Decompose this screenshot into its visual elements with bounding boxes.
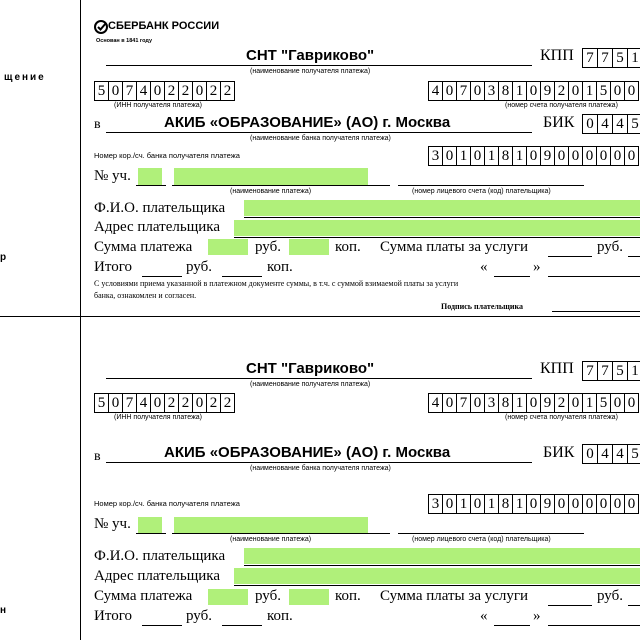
service-fee-rub-label: руб. xyxy=(597,588,623,604)
sum-label: Сумма платежа xyxy=(94,588,193,604)
corr-digit: 0 xyxy=(625,146,639,166)
total-kop-label: коп. xyxy=(267,259,293,275)
account-digit: 8 xyxy=(499,393,513,413)
inn-digit: 2 xyxy=(165,81,179,101)
account-digit: 2 xyxy=(555,81,569,101)
account-digit: 3 xyxy=(485,81,499,101)
corr-digit: 8 xyxy=(499,494,513,514)
account-digit: 7 xyxy=(457,393,471,413)
signature-line[interactable] xyxy=(552,311,640,312)
payer-name-label: Ф.И.О. плательщика xyxy=(94,200,226,216)
corr-label: Номер кор./сч. банка получателя платежа xyxy=(94,151,240,160)
total-rub-line[interactable] xyxy=(142,276,182,277)
corr-digit: 1 xyxy=(485,146,499,166)
inn-caption: (ИНН получателя платежа) xyxy=(114,102,202,109)
corr-digit: 0 xyxy=(625,494,639,514)
account-digit: 0 xyxy=(443,81,457,101)
corr-boxes xyxy=(428,494,639,514)
corr-boxes xyxy=(428,146,639,166)
kpp-digit: 5 xyxy=(613,361,628,381)
corr-digit: 0 xyxy=(583,494,597,514)
personal-account-line xyxy=(398,533,584,534)
total-label: Итого xyxy=(94,608,132,624)
corr-digit: 0 xyxy=(597,494,611,514)
payer-address-field[interactable] xyxy=(234,568,640,584)
account-digit: 4 xyxy=(428,393,443,413)
inn-boxes xyxy=(94,393,235,413)
kpp-digit: 7 xyxy=(582,361,598,381)
account-digit: 0 xyxy=(625,393,639,413)
account-digit: 1 xyxy=(583,393,597,413)
bank-name-line xyxy=(106,462,532,463)
service-fee-rub-line[interactable] xyxy=(548,605,592,606)
sum-rub-label: руб. xyxy=(255,239,281,255)
sum-kop-label: коп. xyxy=(335,239,361,255)
recipient-name-line xyxy=(106,65,532,66)
bik-digit: 5 xyxy=(628,444,640,464)
corr-label: Номер кор./сч. банка получателя платежа xyxy=(94,499,240,508)
inn-digit: 2 xyxy=(165,393,179,413)
inn-boxes xyxy=(94,81,235,101)
service-fee-kop-line[interactable] xyxy=(628,256,640,257)
kpp-boxes xyxy=(582,361,640,381)
corr-digit: 1 xyxy=(513,146,527,166)
account-digit: 0 xyxy=(471,393,485,413)
date-quote-close: » xyxy=(533,608,541,624)
bank-caption: (наименование банка получателя платежа) xyxy=(250,135,391,142)
total-label: Итого xyxy=(94,259,132,275)
notice-label: щение xyxy=(4,72,46,83)
total-rub-label: руб. xyxy=(186,259,212,275)
account-digit: 0 xyxy=(471,81,485,101)
plot-number-line xyxy=(136,185,166,186)
account-digit: 5 xyxy=(597,393,611,413)
account-digit: 2 xyxy=(555,393,569,413)
service-fee-kop-line[interactable] xyxy=(628,605,640,606)
payer-name-line xyxy=(244,565,640,566)
kpp-digit: 1 xyxy=(628,361,640,381)
bik-boxes xyxy=(582,444,640,464)
date-day-line[interactable] xyxy=(494,625,530,626)
date-day-line[interactable] xyxy=(494,276,530,277)
inn-digit: 2 xyxy=(221,393,235,413)
bank-logo-founded: Основан в 1841 году xyxy=(96,38,153,44)
inn-digit: 0 xyxy=(109,81,123,101)
inn-digit: 0 xyxy=(193,393,207,413)
inn-digit: 2 xyxy=(221,81,235,101)
inn-digit: 4 xyxy=(137,81,151,101)
recipient-caption: (наименование получателя платежа) xyxy=(250,381,371,388)
account-digit: 0 xyxy=(527,393,541,413)
corr-digit: 0 xyxy=(555,146,569,166)
account-digit: 0 xyxy=(611,81,625,101)
account-digit: 0 xyxy=(443,393,457,413)
payer-name-field[interactable] xyxy=(244,548,640,564)
inn-digit: 0 xyxy=(151,81,165,101)
corr-digit: 0 xyxy=(443,494,457,514)
personal-account-caption: (номер лицевого счета (код) плательщика) xyxy=(412,536,551,543)
sum-label: Сумма платежа xyxy=(94,239,193,255)
payment-name-line xyxy=(172,185,390,186)
account-digit: 1 xyxy=(513,393,527,413)
payment-name-field[interactable] xyxy=(174,168,368,185)
account-digit: 0 xyxy=(625,81,639,101)
kpp-digit: 7 xyxy=(598,48,613,68)
account-digit: 1 xyxy=(513,81,527,101)
account-digit: 0 xyxy=(611,393,625,413)
account-digit: 9 xyxy=(541,81,555,101)
corr-digit: 9 xyxy=(541,494,555,514)
account-digit: 5 xyxy=(597,81,611,101)
corr-digit: 0 xyxy=(527,146,541,166)
sum-rub-label: руб. xyxy=(255,588,281,604)
corr-digit: 0 xyxy=(471,146,485,166)
receipt-notice xyxy=(0,0,640,316)
sum-kop-label: коп. xyxy=(335,588,361,604)
kpp-boxes xyxy=(582,48,640,68)
inn-digit: 2 xyxy=(207,393,221,413)
total-kop-line[interactable] xyxy=(222,625,262,626)
account-digit: 7 xyxy=(457,81,471,101)
bik-boxes xyxy=(582,114,640,134)
corr-digit: 0 xyxy=(597,146,611,166)
account-boxes xyxy=(428,393,639,413)
plot-number-label: № уч. xyxy=(94,168,131,184)
bik-digit: 0 xyxy=(582,444,598,464)
kpp-label: КПП xyxy=(540,47,574,64)
corr-digit: 1 xyxy=(457,146,471,166)
account-digit: 8 xyxy=(499,81,513,101)
payer-address-line xyxy=(234,585,640,586)
bank-logo-name: СБЕРБАНК РОССИИ xyxy=(108,20,220,32)
bank-name-line xyxy=(106,132,532,133)
service-fee-label: Сумма платы за услуги xyxy=(380,239,529,255)
sum-kop-field[interactable] xyxy=(289,589,329,605)
inn-digit: 2 xyxy=(179,81,193,101)
corr-digit: 0 xyxy=(555,494,569,514)
bik-digit: 4 xyxy=(598,444,613,464)
total-kop-line[interactable] xyxy=(222,276,262,277)
bik-digit: 5 xyxy=(628,114,640,134)
corr-digit: 3 xyxy=(428,146,443,166)
account-digit: 3 xyxy=(485,393,499,413)
total-rub-line[interactable] xyxy=(142,625,182,626)
recipient-name-line xyxy=(106,378,532,379)
account-caption: (номер счета получателя платежа) xyxy=(505,102,618,109)
recipient-name: СНТ "Гавриково" xyxy=(246,360,375,377)
inn-digit: 5 xyxy=(94,81,109,101)
bik-label: БИК xyxy=(543,444,575,461)
corr-digit: 1 xyxy=(457,494,471,514)
kpp-digit: 5 xyxy=(613,48,628,68)
inn-digit: 4 xyxy=(137,393,151,413)
account-digit: 0 xyxy=(527,81,541,101)
inn-caption: (ИНН получателя платежа) xyxy=(114,414,202,421)
kpp-digit: 1 xyxy=(628,48,640,68)
bank-caption: (наименование банка получателя платежа) xyxy=(250,465,391,472)
kpp-digit: 7 xyxy=(598,361,613,381)
recipient-name: СНТ "Гавриково" xyxy=(246,47,375,64)
plot-number-label: № уч. xyxy=(94,516,131,532)
recipient-caption: (наименование получателя платежа) xyxy=(250,68,371,75)
account-caption: (номер счета получателя платежа) xyxy=(505,414,618,421)
payer-address-field[interactable] xyxy=(234,220,640,236)
bik-label: БИК xyxy=(543,114,575,131)
corr-digit: 0 xyxy=(443,146,457,166)
bank-prefix: в xyxy=(94,117,101,132)
corr-digit: 1 xyxy=(513,494,527,514)
inn-digit: 2 xyxy=(207,81,221,101)
payment-name-field[interactable] xyxy=(174,517,368,533)
service-fee-rub-label: руб. xyxy=(597,239,623,255)
corr-digit: 0 xyxy=(611,146,625,166)
bank-name: АКИБ «ОБРАЗОВАНИЕ» (АО) г. Москва xyxy=(164,114,451,131)
payer-address-line xyxy=(234,237,640,238)
personal-account-line xyxy=(398,185,584,186)
sum-kop-field[interactable] xyxy=(289,239,329,255)
corr-digit: 0 xyxy=(527,494,541,514)
payer-name-label: Ф.И.О. плательщика xyxy=(94,548,226,564)
inn-digit: 7 xyxy=(123,393,137,413)
signature-label: Подпись плательщика xyxy=(441,302,523,311)
side-label-mid: р xyxy=(0,252,7,263)
account-digit: 1 xyxy=(583,81,597,101)
payment-caption: (наименование платежа) xyxy=(230,536,312,543)
terms-line-2: банка, ознакомлен и согласен. xyxy=(94,291,197,300)
account-digit: 4 xyxy=(428,81,443,101)
inn-digit: 0 xyxy=(109,393,123,413)
corr-digit: 0 xyxy=(611,494,625,514)
account-digit: 0 xyxy=(569,81,583,101)
bik-digit: 4 xyxy=(613,114,628,134)
bik-digit: 4 xyxy=(598,114,613,134)
bank-prefix: в xyxy=(94,449,101,464)
corr-digit: 0 xyxy=(471,494,485,514)
inn-digit: 7 xyxy=(123,81,137,101)
payer-address-label: Адрес плательщика xyxy=(94,219,221,235)
account-digit: 0 xyxy=(569,393,583,413)
inn-digit: 2 xyxy=(179,393,193,413)
account-digit: 9 xyxy=(541,393,555,413)
total-kop-label: коп. xyxy=(267,608,293,624)
date-quote-open: « xyxy=(480,608,488,624)
payment-caption: (наименование платежа) xyxy=(230,188,312,195)
inn-digit: 0 xyxy=(151,393,165,413)
payment-name-line xyxy=(172,533,390,534)
side-label-bottom: н xyxy=(0,605,7,616)
corr-digit: 0 xyxy=(569,494,583,514)
bik-digit: 4 xyxy=(613,444,628,464)
kpp-label: КПП xyxy=(540,360,574,377)
kpp-digit: 7 xyxy=(582,48,598,68)
sum-rub-field[interactable] xyxy=(208,589,248,605)
receipt-stub xyxy=(0,316,640,640)
date-quote-close: » xyxy=(533,259,541,275)
account-boxes xyxy=(428,81,639,101)
corr-digit: 9 xyxy=(541,146,555,166)
date-quote-open: « xyxy=(480,259,488,275)
plot-number-line xyxy=(136,533,166,534)
date-month-line[interactable] xyxy=(548,276,640,277)
corr-digit: 0 xyxy=(583,146,597,166)
bik-digit: 0 xyxy=(582,114,598,134)
corr-digit: 8 xyxy=(499,146,513,166)
bank-name: АКИБ «ОБРАЗОВАНИЕ» (АО) г. Москва xyxy=(164,444,451,461)
payer-name-line xyxy=(244,217,640,218)
plot-number-field[interactable] xyxy=(138,517,162,533)
date-month-line[interactable] xyxy=(548,625,640,626)
payer-name-field[interactable] xyxy=(244,200,640,216)
plot-number-field[interactable] xyxy=(138,168,162,185)
service-fee-label: Сумма платы за услуги xyxy=(380,588,529,604)
corr-digit: 0 xyxy=(569,146,583,166)
service-fee-rub-line[interactable] xyxy=(548,256,592,257)
sum-rub-field[interactable] xyxy=(208,239,248,255)
corr-digit: 3 xyxy=(428,494,443,514)
corr-digit: 1 xyxy=(485,494,499,514)
personal-account-caption: (номер лицевого счета (код) плательщика) xyxy=(412,188,551,195)
total-rub-label: руб. xyxy=(186,608,212,624)
inn-digit: 0 xyxy=(193,81,207,101)
inn-digit: 5 xyxy=(94,393,109,413)
payer-address-label: Адрес плательщика xyxy=(94,568,221,584)
terms-line-1: С условиями приема указанной в платежном документе суммы, в т.ч. с суммой взимаемой платы за услуги xyxy=(94,279,459,288)
